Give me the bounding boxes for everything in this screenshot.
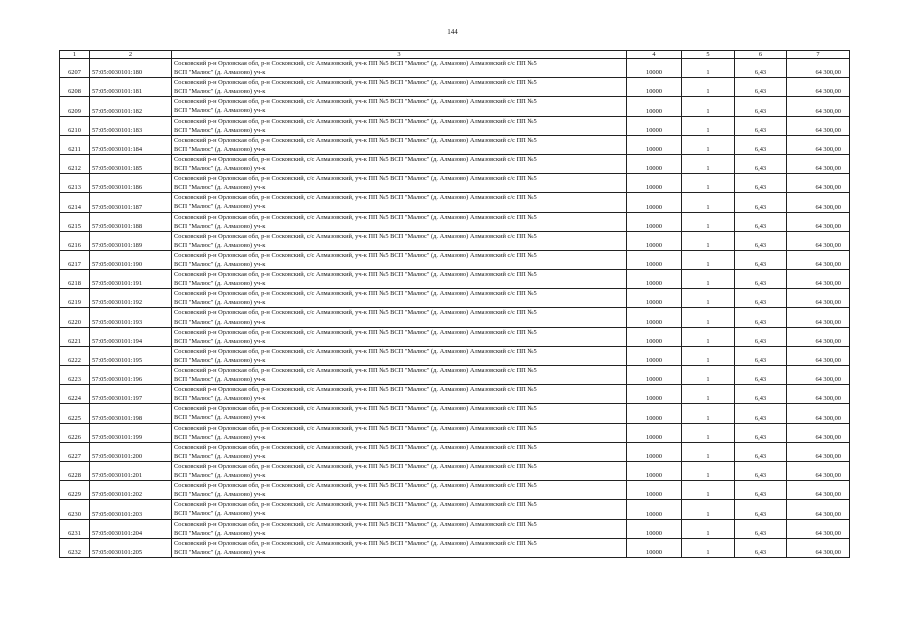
row-number: 6207 <box>60 59 90 78</box>
cadastral-rate: 6,43 <box>735 78 787 97</box>
column-header: 2 <box>90 51 172 59</box>
cadastral-number: 57:05:0030101:192 <box>90 289 172 308</box>
row-number: 6210 <box>60 116 90 135</box>
column-header: 5 <box>682 51 735 59</box>
table-row <box>60 404 850 423</box>
cadastral-rate: 6,43 <box>735 250 787 269</box>
location-line-2: ВСП "Малюс" (д. Алмазово) уч-к <box>174 299 266 307</box>
plot-area: 10000 <box>627 366 682 385</box>
cadastral-rate: 6,43 <box>735 500 787 519</box>
cadastral-number: 57:05:0030101:201 <box>90 461 172 480</box>
cadastral-rate: 6,43 <box>735 308 787 327</box>
plot-area: 10000 <box>627 519 682 538</box>
cadastral-value: 64 300,00 <box>787 385 850 404</box>
cadastral-number: 57:05:0030101:184 <box>90 135 172 154</box>
plot-location <box>172 500 627 519</box>
table-row <box>60 385 850 404</box>
table-row <box>60 174 850 193</box>
cadastral-value: 64 300,00 <box>787 270 850 289</box>
plot-location <box>172 366 627 385</box>
cadastral-number: 57:05:0030101:186 <box>90 174 172 193</box>
row-number: 6214 <box>60 193 90 212</box>
table-row <box>60 154 850 173</box>
table-row <box>60 346 850 365</box>
plot-area: 10000 <box>627 174 682 193</box>
cadastral-rate: 6,43 <box>735 231 787 250</box>
location-line-2: ВСП "Малюс" (д. Алмазово) уч-к <box>174 203 266 211</box>
column-header: 6 <box>735 51 787 59</box>
plot-location <box>172 193 627 212</box>
cadastral-value: 64 300,00 <box>787 78 850 97</box>
plot-area: 10000 <box>627 270 682 289</box>
column-header: 1 <box>60 51 90 59</box>
location-line-2: ВСП "Малюс" (д. Алмазово) уч-к <box>174 126 266 134</box>
location-line-2: ВСП "Малюс" (д. Алмазово) уч-к <box>174 452 266 460</box>
row-number: 6231 <box>60 519 90 538</box>
plot-location <box>172 481 627 500</box>
table-row <box>60 423 850 442</box>
cadastral-rate: 6,43 <box>735 327 787 346</box>
table-body <box>60 59 850 558</box>
plot-location <box>172 78 627 97</box>
location-line-1: Сосковский р-н Орловская обл, р-н Сосковский, с/с Алмазовский, уч-к ПП №5 ВСП "Малюс" (д. Алмазово) Алмазовский с/с ПП №5 <box>174 405 537 413</box>
location-line-1: Сосковский р-н Орловская обл, р-н Сосковский, с/с Алмазовский, уч-к ПП №5 ВСП "Малюс" (д. Алмазово) Алмазовский с/с ПП №5 <box>174 98 537 106</box>
table-row <box>60 59 850 78</box>
plot-count: 1 <box>682 423 735 442</box>
location-line-2: ВСП "Малюс" (д. Алмазово) уч-к <box>174 529 266 537</box>
cadastral-rate: 6,43 <box>735 212 787 231</box>
location-line-1: Сосковский р-н Орловская обл, р-н Сосковский, с/с Алмазовский, уч-к ПП №5 ВСП "Малюс" (д. Алмазово) Алмазовский с/с ПП №5 <box>174 424 537 432</box>
cadastral-rate: 6,43 <box>735 289 787 308</box>
row-number: 6211 <box>60 135 90 154</box>
table-row <box>60 327 850 346</box>
row-number: 6225 <box>60 404 90 423</box>
location-line-1: Сосковский р-н Орловская обл, р-н Сосковский, с/с Алмазовский, уч-к ПП №5 ВСП "Малюс" (д. Алмазово) Алмазовский с/с ПП №5 <box>174 194 537 202</box>
plot-count: 1 <box>682 154 735 173</box>
cadastral-number: 57:05:0030101:196 <box>90 366 172 385</box>
cadastral-number: 57:05:0030101:194 <box>90 327 172 346</box>
plot-location <box>172 97 627 116</box>
plot-location <box>172 231 627 250</box>
land-plot-table <box>59 50 850 558</box>
cadastral-value: 64 300,00 <box>787 212 850 231</box>
plot-location <box>172 59 627 78</box>
table-row <box>60 193 850 212</box>
row-number: 6218 <box>60 270 90 289</box>
location-line-1: Сосковский р-н Орловская обл, р-н Сосковский, с/с Алмазовский, уч-к ПП №5 ВСП "Малюс" (д. Алмазово) Алмазовский с/с ПП №5 <box>174 520 537 528</box>
cadastral-number: 57:05:0030101:203 <box>90 500 172 519</box>
row-number: 6223 <box>60 366 90 385</box>
location-line-2: ВСП "Малюс" (д. Алмазово) уч-к <box>174 510 266 518</box>
location-line-1: Сосковский р-н Орловская обл, р-н Сосковский, с/с Алмазовский, уч-к ПП №5 ВСП "Малюс" (д. Алмазово) Алмазовский с/с ПП №5 <box>174 117 537 125</box>
plot-area: 10000 <box>627 346 682 365</box>
row-number: 6222 <box>60 346 90 365</box>
plot-count: 1 <box>682 59 735 78</box>
location-line-2: ВСП "Малюс" (д. Алмазово) уч-к <box>174 376 266 384</box>
plot-count: 1 <box>682 231 735 250</box>
cadastral-number: 57:05:0030101:195 <box>90 346 172 365</box>
cadastral-number: 57:05:0030101:202 <box>90 481 172 500</box>
location-line-1: Сосковский р-н Орловская обл, р-н Сосковский, с/с Алмазовский, уч-к ПП №5 ВСП "Малюс" (д. Алмазово) Алмазовский с/с ПП №5 <box>174 443 537 451</box>
location-line-2: ВСП "Малюс" (д. Алмазово) уч-к <box>174 222 266 230</box>
cadastral-rate: 6,43 <box>735 366 787 385</box>
table-row <box>60 366 850 385</box>
row-number: 6221 <box>60 327 90 346</box>
plot-location <box>172 538 627 557</box>
plot-area: 10000 <box>627 289 682 308</box>
plot-location <box>172 289 627 308</box>
table-row <box>60 481 850 500</box>
cadastral-number: 57:05:0030101:204 <box>90 519 172 538</box>
cadastral-number: 57:05:0030101:193 <box>90 308 172 327</box>
cadastral-rate: 6,43 <box>735 174 787 193</box>
plot-area: 10000 <box>627 250 682 269</box>
cadastral-value: 64 300,00 <box>787 442 850 461</box>
cadastral-value: 64 300,00 <box>787 289 850 308</box>
row-number: 6229 <box>60 481 90 500</box>
column-number-row <box>60 51 850 59</box>
plot-area: 10000 <box>627 193 682 212</box>
location-line-1: Сосковский р-н Орловская обл, р-н Сосковский, с/с Алмазовский, уч-к ПП №5 ВСП "Малюс" (д. Алмазово) Алмазовский с/с ПП №5 <box>174 232 537 240</box>
table-row <box>60 116 850 135</box>
cadastral-number: 57:05:0030101:200 <box>90 442 172 461</box>
location-line-2: ВСП "Малюс" (д. Алмазово) уч-к <box>174 280 266 288</box>
table-row <box>60 78 850 97</box>
row-number: 6232 <box>60 538 90 557</box>
row-number: 6217 <box>60 250 90 269</box>
cadastral-rate: 6,43 <box>735 346 787 365</box>
plot-location <box>172 461 627 480</box>
cadastral-rate: 6,43 <box>735 538 787 557</box>
plot-area: 10000 <box>627 308 682 327</box>
cadastral-value: 64 300,00 <box>787 461 850 480</box>
row-number: 6215 <box>60 212 90 231</box>
location-line-1: Сосковский р-н Орловская обл, р-н Сосковский, с/с Алмазовский, уч-к ПП №5 ВСП "Малюс" (д. Алмазово) Алмазовский с/с ПП №5 <box>174 328 537 336</box>
table-row <box>60 500 850 519</box>
plot-count: 1 <box>682 366 735 385</box>
plot-count: 1 <box>682 500 735 519</box>
cadastral-number: 57:05:0030101:182 <box>90 97 172 116</box>
location-line-1: Сосковский р-н Орловская обл, р-н Сосковский, с/с Алмазовский, уч-к ПП №5 ВСП "Малюс" (д. Алмазово) Алмазовский с/с ПП №5 <box>174 60 537 67</box>
plot-location <box>172 519 627 538</box>
plot-area: 10000 <box>627 135 682 154</box>
plot-count: 1 <box>682 519 735 538</box>
row-number: 6220 <box>60 308 90 327</box>
location-line-2: ВСП "Малюс" (д. Алмазово) уч-к <box>174 145 266 153</box>
cadastral-number: 57:05:0030101:180 <box>90 59 172 78</box>
cadastral-rate: 6,43 <box>735 154 787 173</box>
column-header: 3 <box>172 51 627 59</box>
cadastral-number: 57:05:0030101:189 <box>90 231 172 250</box>
plot-count: 1 <box>682 250 735 269</box>
cadastral-rate: 6,43 <box>735 481 787 500</box>
cadastral-value: 64 300,00 <box>787 404 850 423</box>
location-line-1: Сосковский р-н Орловская обл, р-н Сосковский, с/с Алмазовский, уч-к ПП №5 ВСП "Малюс" (д. Алмазово) Алмазовский с/с ПП №5 <box>174 347 537 355</box>
row-number: 6212 <box>60 154 90 173</box>
row-number: 6209 <box>60 97 90 116</box>
table-row <box>60 212 850 231</box>
cadastral-number: 57:05:0030101:191 <box>90 270 172 289</box>
plot-count: 1 <box>682 270 735 289</box>
cadastral-rate: 6,43 <box>735 461 787 480</box>
location-line-1: Сосковский р-н Орловская обл, р-н Сосковский, с/с Алмазовский, уч-к ПП №5 ВСП "Малюс" (д. Алмазово) Алмазовский с/с ПП №5 <box>174 386 537 394</box>
page-number: 144 <box>447 28 458 36</box>
cadastral-number: 57:05:0030101:205 <box>90 538 172 557</box>
column-header: 4 <box>627 51 682 59</box>
location-line-1: Сосковский р-н Орловская обл, р-н Сосковский, с/с Алмазовский, уч-к ПП №5 ВСП "Малюс" (д. Алмазово) Алмазовский с/с ПП №5 <box>174 155 537 163</box>
plot-location <box>172 346 627 365</box>
row-number: 6224 <box>60 385 90 404</box>
table-row <box>60 308 850 327</box>
cadastral-value: 64 300,00 <box>787 231 850 250</box>
location-line-1: Сосковский р-н Орловская обл, р-н Сосковский, с/с Алмазовский, уч-к ПП №5 ВСП "Малюс" (д. Алмазово) Алмазовский с/с ПП №5 <box>174 501 537 509</box>
cadastral-rate: 6,43 <box>735 116 787 135</box>
cadastral-value: 64 300,00 <box>787 481 850 500</box>
cadastral-number: 57:05:0030101:197 <box>90 385 172 404</box>
plot-count: 1 <box>682 327 735 346</box>
plot-area: 10000 <box>627 327 682 346</box>
location-line-1: Сосковский р-н Орловская обл, р-н Сосковский, с/с Алмазовский, уч-к ПП №5 ВСП "Малюс" (д. Алмазово) Алмазовский с/с ПП №5 <box>174 136 537 144</box>
table-row <box>60 135 850 154</box>
plot-location <box>172 327 627 346</box>
plot-area: 10000 <box>627 385 682 404</box>
table-row <box>60 250 850 269</box>
plot-area: 10000 <box>627 212 682 231</box>
cadastral-rate: 6,43 <box>735 423 787 442</box>
plot-area: 10000 <box>627 538 682 557</box>
cadastral-number: 57:05:0030101:190 <box>90 250 172 269</box>
table-row <box>60 538 850 557</box>
cadastral-number: 57:05:0030101:187 <box>90 193 172 212</box>
location-line-1: Сосковский р-н Орловская обл, р-н Сосковский, с/с Алмазовский, уч-к ПП №5 ВСП "Малюс" (д. Алмазово) Алмазовский с/с ПП №5 <box>174 539 537 547</box>
table-row <box>60 97 850 116</box>
location-line-2: ВСП "Малюс" (д. Алмазово) уч-к <box>174 241 266 249</box>
plot-count: 1 <box>682 193 735 212</box>
plot-location <box>172 154 627 173</box>
plot-area: 10000 <box>627 461 682 480</box>
plot-count: 1 <box>682 212 735 231</box>
plot-area: 10000 <box>627 97 682 116</box>
plot-count: 1 <box>682 461 735 480</box>
location-line-2: ВСП "Малюс" (д. Алмазово) уч-к <box>174 433 266 441</box>
plot-location <box>172 404 627 423</box>
plot-area: 10000 <box>627 404 682 423</box>
cadastral-value: 64 300,00 <box>787 193 850 212</box>
plot-count: 1 <box>682 481 735 500</box>
location-line-1: Сосковский р-н Орловская обл, р-н Сосковский, с/с Алмазовский, уч-к ПП №5 ВСП "Малюс" (д. Алмазово) Алмазовский с/с ПП №5 <box>174 290 537 298</box>
location-line-1: Сосковский р-н Орловская обл, р-н Сосковский, с/с Алмазовский, уч-к ПП №5 ВСП "Малюс" (д. Алмазово) Алмазовский с/с ПП №5 <box>174 79 537 87</box>
plot-count: 1 <box>682 308 735 327</box>
plot-location <box>172 442 627 461</box>
cadastral-value: 64 300,00 <box>787 327 850 346</box>
table-row <box>60 270 850 289</box>
column-header: 7 <box>787 51 850 59</box>
table-row <box>60 461 850 480</box>
cadastral-rate: 6,43 <box>735 442 787 461</box>
location-line-1: Сосковский р-н Орловская обл, р-н Сосковский, с/с Алмазовский, уч-к ПП №5 ВСП "Малюс" (д. Алмазово) Алмазовский с/с ПП №5 <box>174 482 537 490</box>
cadastral-rate: 6,43 <box>735 385 787 404</box>
cadastral-value: 64 300,00 <box>787 308 850 327</box>
cadastral-number: 57:05:0030101:185 <box>90 154 172 173</box>
plot-count: 1 <box>682 404 735 423</box>
cadastral-number: 57:05:0030101:181 <box>90 78 172 97</box>
location-line-1: Сосковский р-н Орловская обл, р-н Сосковский, с/с Алмазовский, уч-к ПП №5 ВСП "Малюс" (д. Алмазово) Алмазовский с/с ПП №5 <box>174 251 537 259</box>
plot-location <box>172 135 627 154</box>
location-line-1: Сосковский р-н Орловская обл, р-н Сосковский, с/с Алмазовский, уч-к ПП №5 ВСП "Малюс" (д. Алмазово) Алмазовский с/с ПП №5 <box>174 367 537 374</box>
row-number: 6230 <box>60 500 90 519</box>
cadastral-value: 64 300,00 <box>787 346 850 365</box>
cadastral-number: 57:05:0030101:198 <box>90 404 172 423</box>
plot-count: 1 <box>682 538 735 557</box>
location-line-2: ВСП "Малюс" (д. Алмазово) уч-к <box>174 395 266 403</box>
plot-area: 10000 <box>627 442 682 461</box>
cadastral-rate: 6,43 <box>735 193 787 212</box>
plot-count: 1 <box>682 442 735 461</box>
location-line-2: ВСП "Малюс" (д. Алмазово) уч-к <box>174 356 266 364</box>
location-line-2: ВСП "Малюс" (д. Алмазово) уч-к <box>174 69 266 77</box>
cadastral-number: 57:05:0030101:183 <box>90 116 172 135</box>
location-line-2: ВСП "Малюс" (д. Алмазово) уч-к <box>174 472 266 480</box>
location-line-2: ВСП "Малюс" (д. Алмазово) уч-к <box>174 414 266 422</box>
location-line-2: ВСП "Малюс" (д. Алмазово) уч-к <box>174 260 266 268</box>
cadastral-rate: 6,43 <box>735 59 787 78</box>
location-line-2: ВСП "Малюс" (д. Алмазово) уч-к <box>174 318 266 326</box>
cadastral-rate: 6,43 <box>735 404 787 423</box>
row-number: 6213 <box>60 174 90 193</box>
cadastral-value: 64 300,00 <box>787 538 850 557</box>
plot-location <box>172 385 627 404</box>
cadastral-rate: 6,43 <box>735 270 787 289</box>
location-line-1: Сосковский р-н Орловская обл, р-н Сосковский, с/с Алмазовский, уч-к ПП №5 ВСП "Малюс" (д. Алмазово) Алмазовский с/с ПП №5 <box>174 175 537 183</box>
cadastral-rate: 6,43 <box>735 135 787 154</box>
plot-area: 10000 <box>627 500 682 519</box>
table-row <box>60 231 850 250</box>
cadastral-value: 64 300,00 <box>787 250 850 269</box>
row-number: 6219 <box>60 289 90 308</box>
location-line-1: Сосковский р-н Орловская обл, р-н Сосковский, с/с Алмазовский, уч-к ПП №5 ВСП "Малюс" (д. Алмазово) Алмазовский с/с ПП №5 <box>174 271 537 279</box>
plot-count: 1 <box>682 289 735 308</box>
row-number: 6228 <box>60 461 90 480</box>
plot-location <box>172 270 627 289</box>
table-row <box>60 289 850 308</box>
location-line-2: ВСП "Малюс" (д. Алмазово) уч-к <box>174 548 266 556</box>
plot-location <box>172 250 627 269</box>
plot-location <box>172 212 627 231</box>
cadastral-number: 57:05:0030101:199 <box>90 423 172 442</box>
plot-count: 1 <box>682 346 735 365</box>
plot-area: 10000 <box>627 481 682 500</box>
cadastral-value: 64 300,00 <box>787 519 850 538</box>
cadastral-value: 64 300,00 <box>787 154 850 173</box>
row-number: 6208 <box>60 78 90 97</box>
location-line-2: ВСП "Малюс" (д. Алмазово) уч-к <box>174 88 266 96</box>
cadastral-value: 64 300,00 <box>787 116 850 135</box>
location-line-1: Сосковский р-н Орловская обл, р-н Сосковский, с/с Алмазовский, уч-к ПП №5 ВСП "Малюс" (д. Алмазово) Алмазовский с/с ПП №5 <box>174 213 537 221</box>
cadastral-number: 57:05:0030101:188 <box>90 212 172 231</box>
cadastral-value: 64 300,00 <box>787 135 850 154</box>
cadastral-value: 64 300,00 <box>787 500 850 519</box>
location-line-2: ВСП "Малюс" (д. Алмазово) уч-к <box>174 107 266 115</box>
plot-area: 10000 <box>627 154 682 173</box>
cadastral-rate: 6,43 <box>735 97 787 116</box>
plot-area: 10000 <box>627 423 682 442</box>
plot-count: 1 <box>682 78 735 97</box>
location-line-2: ВСП "Малюс" (д. Алмазово) уч-к <box>174 184 266 192</box>
plot-area: 10000 <box>627 231 682 250</box>
cadastral-value: 64 300,00 <box>787 366 850 385</box>
plot-location <box>172 423 627 442</box>
plot-location <box>172 174 627 193</box>
location-line-1: Сосковский р-н Орловская обл, р-н Сосковский, с/с Алмазовский, уч-к ПП №5 ВСП "Малюс" (д. Алмазово) Алмазовский с/с ПП №5 <box>174 309 537 317</box>
plot-location <box>172 116 627 135</box>
cadastral-value: 64 300,00 <box>787 174 850 193</box>
location-line-2: ВСП "Малюс" (д. Алмазово) уч-к <box>174 337 266 345</box>
plot-count: 1 <box>682 97 735 116</box>
plot-count: 1 <box>682 135 735 154</box>
cadastral-rate: 6,43 <box>735 519 787 538</box>
cadastral-value: 64 300,00 <box>787 97 850 116</box>
table-row <box>60 519 850 538</box>
location-line-2: ВСП "Малюс" (д. Алмазово) уч-к <box>174 165 266 173</box>
location-line-2: ВСП "Малюс" (д. Алмазово) уч-к <box>174 491 266 499</box>
plot-count: 1 <box>682 174 735 193</box>
row-number: 6227 <box>60 442 90 461</box>
plot-area: 10000 <box>627 59 682 78</box>
cadastral-value: 64 300,00 <box>787 423 850 442</box>
table-row <box>60 442 850 461</box>
cadastral-value: 64 300,00 <box>787 59 850 78</box>
plot-area: 10000 <box>627 78 682 97</box>
location-line-1: Сосковский р-н Орловская обл, р-н Сосковский, с/с Алмазовский, уч-к ПП №5 ВСП "Малюс" (д. Алмазово) Алмазовский с/с ПП №5 <box>174 462 537 470</box>
plot-area: 10000 <box>627 116 682 135</box>
plot-location <box>172 308 627 327</box>
plot-count: 1 <box>682 385 735 404</box>
plot-count: 1 <box>682 116 735 135</box>
row-number: 6216 <box>60 231 90 250</box>
row-number: 6226 <box>60 423 90 442</box>
